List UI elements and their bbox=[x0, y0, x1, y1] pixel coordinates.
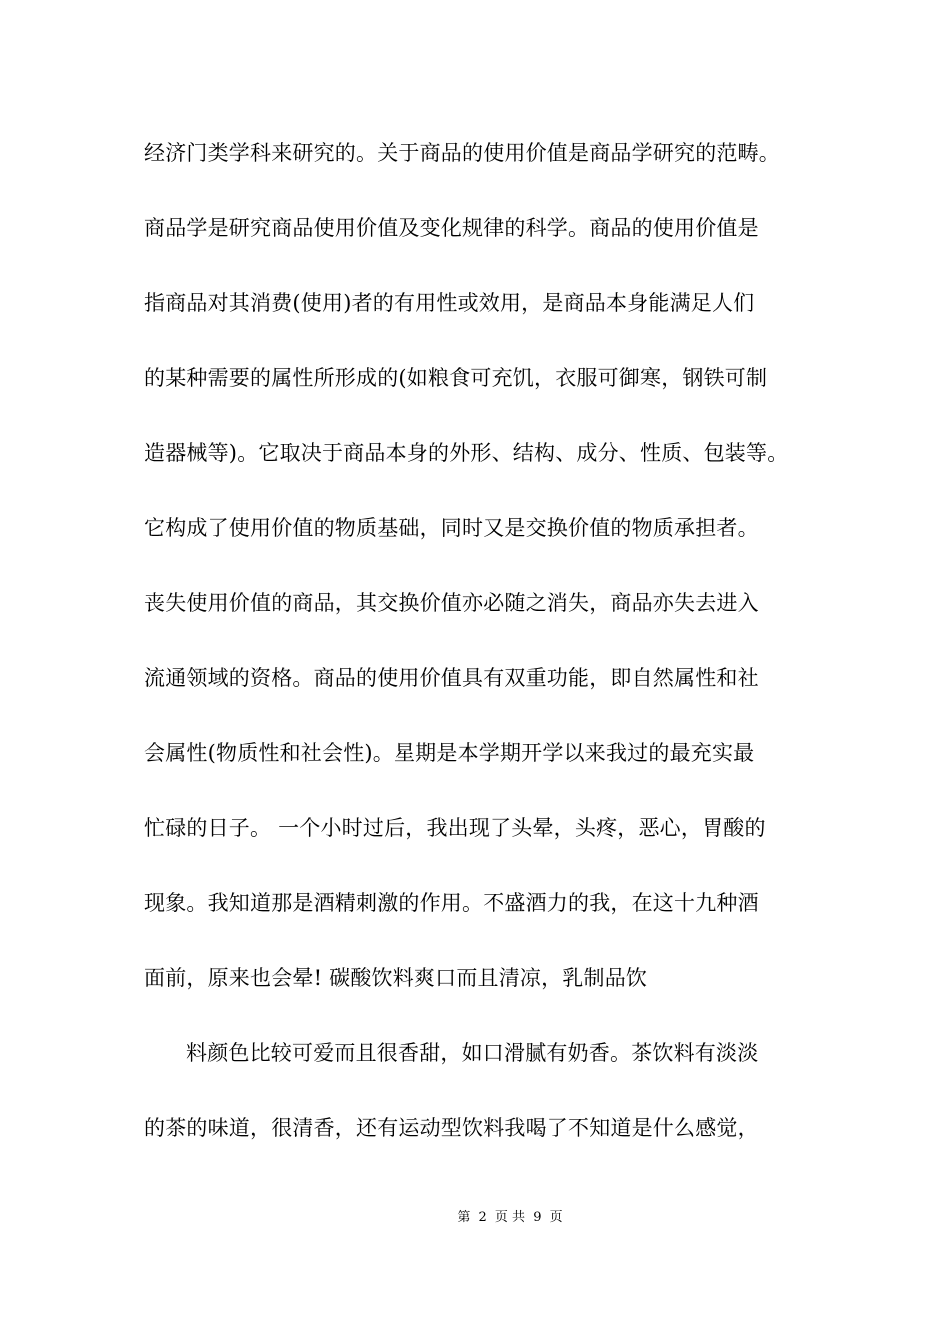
text-line-indented: 料颜色比较可爱而且很香甜，如口滑腻有奶香。茶饮料有淡淡 bbox=[186, 1041, 759, 1065]
text-line: 经济门类学科来研究的。关于商品的使用价值是商品学研究的范畴。 bbox=[144, 141, 780, 165]
text-line: 丧失使用价值的商品，其交换价值亦必随之消失，商品亦失去进入 bbox=[144, 591, 759, 615]
text-line: 流通领域的资格。商品的使用价值具有双重功能，即自然属性和社 bbox=[144, 666, 759, 690]
text-line: 它构成了使用价值的物质基础，同时又是交换价值的物质承担者。 bbox=[144, 516, 759, 540]
footer-mid: 页 共 bbox=[494, 1210, 526, 1225]
text-line: 的某种需要的属性所形成的(如粮食可充饥，衣服可御寒，钢铁可制 bbox=[144, 366, 768, 390]
footer-prefix: 第 bbox=[457, 1210, 471, 1225]
text-line: 现象。我知道那是酒精刺激的作用。不盛酒力的我，在这十九种酒 bbox=[144, 891, 759, 915]
text-line: 指商品对其消费(使用)者的有用性或效用，是商品本身能满足人们 bbox=[144, 291, 755, 315]
body-text bbox=[144, 130, 834, 1180]
text-line: 的茶的味道，很清香，还有运动型饮料我喝了不知道是什么感觉， bbox=[144, 1116, 759, 1140]
text-line: 造器械等)。它取决于商品本身的外形、结构、成分、性质、包装等。 bbox=[144, 441, 789, 465]
text-line: 会属性(物质性和社会性)。星期是本学期开学以来我过的最充实最 bbox=[144, 741, 755, 765]
footer-suffix: 页 bbox=[549, 1210, 563, 1225]
footer-total-pages: 9 bbox=[533, 1210, 542, 1225]
text-line: 忙碌的日子。 一个小时过后，我出现了头晕，头疼，恶心，胃酸的 bbox=[144, 816, 766, 840]
text-line: 商品学是研究商品使用价值及变化规律的科学。商品的使用价值是 bbox=[144, 216, 759, 240]
page-number-footer bbox=[0, 1208, 950, 1228]
text-line: 面前，原来也会晕! 碳酸饮料爽口而且清凉，乳制品饮 bbox=[144, 966, 648, 990]
footer-current-page: 2 bbox=[478, 1210, 487, 1225]
